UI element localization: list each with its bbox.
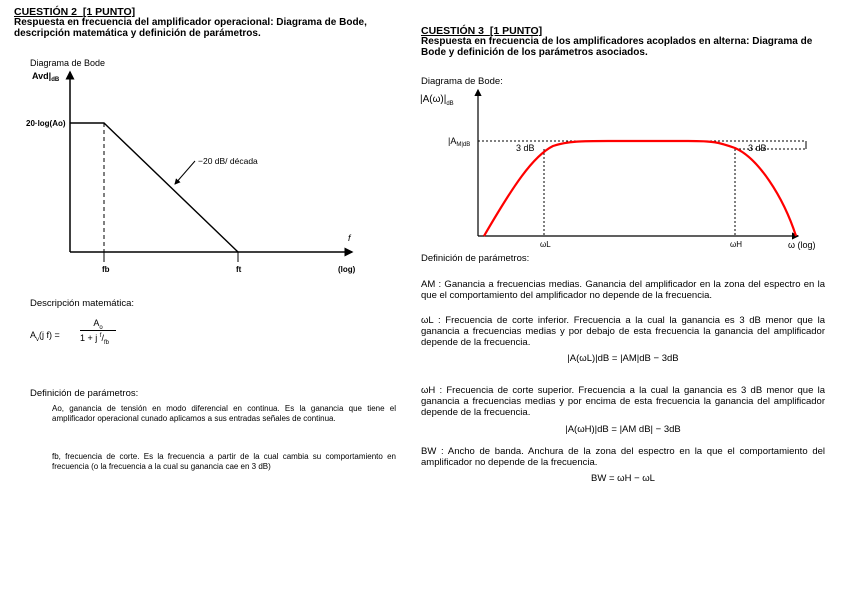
wl-formula: |A(ωL)|dB = |AM|dB − 3dB — [567, 353, 679, 364]
right-heading-number: CUESTIÓN 3 — [421, 25, 485, 37]
wh-formula: |A(ωH)|dB = |AM dB| − 3dB — [565, 424, 681, 435]
transfer-function-formula — [30, 316, 150, 356]
x-scale-label: (log) — [338, 265, 356, 274]
right-diagram-label: Diagrama de Bode: — [421, 76, 503, 87]
left-params-label: Definición de parámetros: — [30, 388, 139, 399]
right-params-label: Definición de parámetros: — [421, 253, 530, 264]
bw-definition: BW : Ancho de banda. Anchura de la zona del espectro en la que el comportamiento del amplificador no depende de la frecuencia. — [421, 446, 825, 468]
math-label: Descripción matemática: — [30, 298, 135, 309]
left-heading-number: CUESTIÓN 2 — [14, 6, 78, 18]
wh-tick-label: ωH — [730, 240, 743, 249]
param-ao-definition: Ao, ganancia de tensión en modo diferencial en continua. Es la ganancia que tiene el amplificador operacional cunado aplicamos a sus entradas señales de continua. — [52, 404, 396, 423]
right-y-label: $|A(\omega)|_{dB}$ — [420, 94, 454, 107]
right-x-label: ω (log) — [788, 240, 816, 250]
y-axis-label: $Avd|_{dB}$ — [32, 71, 60, 83]
left-3db-label: 3 dB — [516, 143, 535, 153]
right-3db-label: 3 dB — [748, 143, 767, 153]
param-fb-definition: fb, frecuencia de corte. Es la frecuencia a partir de la cual cambia su comportamiento en frecuencia (o la frecuencia a la cual su ganancia cae en 3 dB) — [52, 452, 396, 471]
formula-denominator: 1 + j $^f/_{fb}$ — [80, 333, 109, 346]
x-axis-variable: f — [348, 233, 351, 243]
formula-lhs: $A_v(j$ f) = — [30, 330, 60, 343]
tick-fb-label: fb — [102, 265, 110, 274]
wl-definition: ωL : Frecuencia de corte inferior. Frecuencia a la cual la ganancia es 3 dB menor que la ganancia a frecuencias medias y por debajo de esta frecuencia la ganancia del amplificador depende de la frecuencia. — [421, 315, 825, 348]
left-diagram-label: Diagrama de Bode — [30, 58, 106, 68]
formula-numerator: $A_o$ — [93, 318, 103, 331]
left-subtitle: Respuesta en frecuencia del amplificador operacional: Diagrama de Bode, descripción matemática y definición de parámetros. — [14, 17, 367, 39]
right-subtitle: Respuesta en frecuencia de los amplificadores acoplados en alterna: Diagrama de Bode y definición de los parámetros asociados. — [421, 36, 813, 58]
response-curve — [484, 141, 796, 236]
wh-definition: ωH : Frecuencia de corte superior. Frecuencia a la cual la ganancia es 3 dB menor que la ganancia a frecuencias medias y por encima de esta frecuencia la ganancia del amplificador depende de la frecuencia. — [421, 385, 825, 418]
am-label: $|A_M|dB$ — [448, 136, 471, 148]
right-bode-diagram — [418, 86, 830, 252]
slope-label: −20 dB/ década — [198, 156, 258, 166]
left-heading-points: [1 PUNTO] — [82, 6, 136, 18]
bw-formula: BW = ωH − ωL — [591, 473, 655, 484]
slope-arrow — [175, 161, 195, 184]
left-bode-diagram — [20, 66, 365, 281]
right-heading-points: [1 PUNTO] — [489, 25, 543, 37]
y-level-label: 20·log(Ao) — [26, 119, 66, 128]
wl-tick-label: ωL — [540, 240, 551, 249]
tick-ft-label: ft — [236, 265, 242, 274]
gain-curve — [70, 123, 238, 252]
am-definition: AM : Ganancia a frecuencias medias. Ganancia del amplificador en la zona del espectro en la que el comportamiento del amplificador no depende de la frecuencia. — [421, 279, 825, 301]
formula-fraction-bar — [80, 330, 116, 331]
